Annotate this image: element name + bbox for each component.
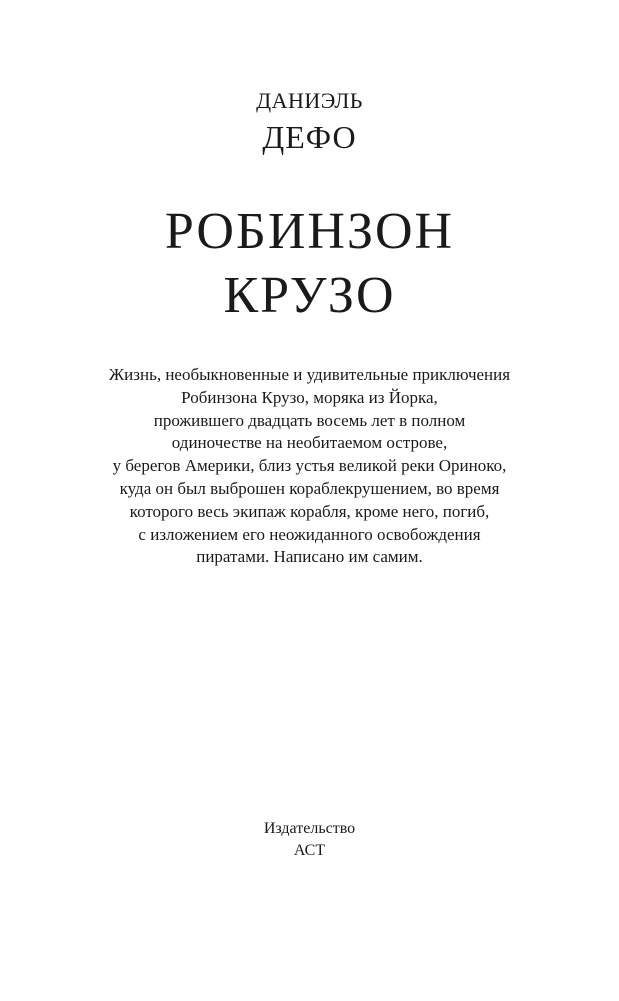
author-last-name: ДЕФО — [262, 119, 357, 155]
subtitle-line: у берегов Америки, близ устья великой реки Ориноко, — [112, 456, 507, 476]
subtitle-line: куда он был выброшен кораблекрушением, во время — [119, 478, 500, 498]
subtitle-line: пиратами. Написано им самим. — [196, 547, 423, 567]
book-title-line-1: РОБИНЗОН — [164, 203, 455, 260]
subtitle-line: Жизнь, необыкновенные и удивительные приключения — [108, 365, 511, 384]
subtitle-line: Робинзона Крузо, моряка из Йорка, — [181, 387, 438, 407]
book-title-line-2: КРУЗО — [223, 267, 396, 324]
subtitle-line: одиночестве на необитаемом острове, — [171, 433, 448, 453]
author-first-name: ДАНИЭЛЬ — [256, 88, 363, 113]
subtitle-line: которого весь экипаж корабля, кроме него, погиб, — [129, 501, 490, 521]
publisher-label: Издательство — [263, 820, 356, 837]
subtitle-line: прожившего двадцать восемь лет в полном — [153, 410, 466, 430]
subtitle-line: с изложением его неожиданного освобождения — [138, 524, 481, 544]
book-subtitle — [0, 364, 619, 569]
publisher-name: АСТ — [293, 842, 326, 859]
